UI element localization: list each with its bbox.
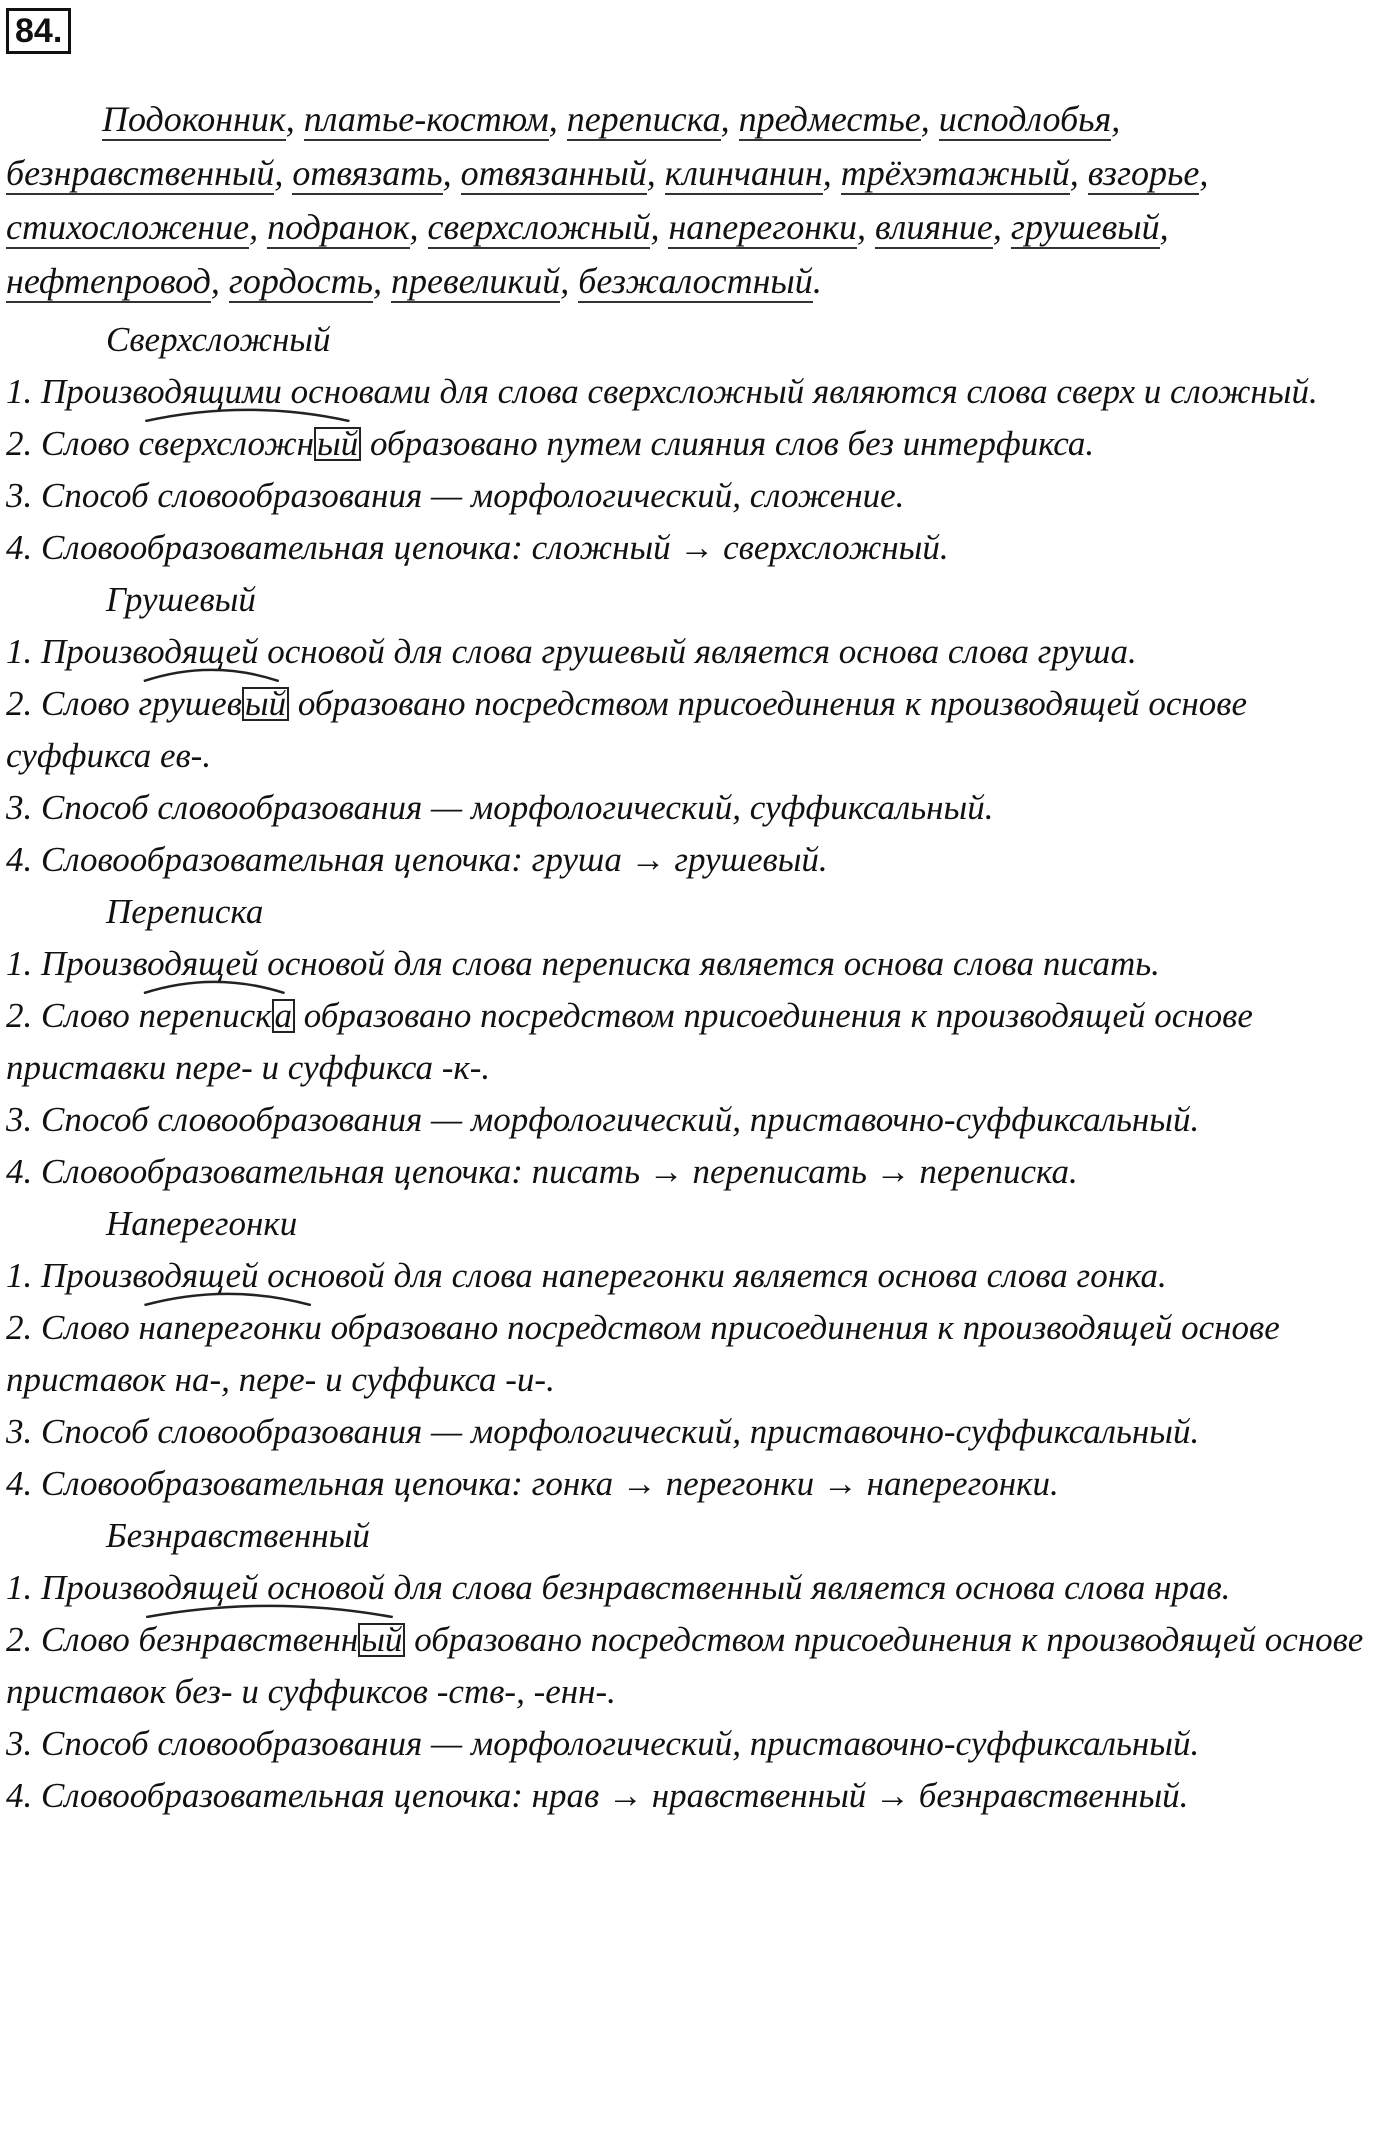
word-list [6, 92, 1391, 308]
step-4-text: 4. Словообразовательная цепочка: нрав → нравственный → безнравственный. [6, 1776, 1189, 1815]
morpheme-analysis-word [139, 1614, 406, 1666]
morpheme-word: влияние [875, 207, 993, 247]
word-stem: грушев [138, 684, 242, 723]
word-punctuation: , [822, 153, 832, 193]
morpheme-word: предместье [738, 99, 921, 139]
exercise-content [6, 314, 1396, 1822]
step-1-text: 1. Производящими основами для слова сверхсложный являются слова сверх и сложный. [6, 372, 1318, 411]
morpheme-word: сверхсложный [427, 207, 651, 247]
step-4-text: 4. Словообразовательная цепочка: писать → переписать → переписка. [6, 1152, 1078, 1191]
step-2-prefix: 2. Слово [6, 1308, 139, 1347]
word-ending-box: а [272, 999, 296, 1033]
word-punctuation: , [646, 153, 656, 193]
morpheme-analysis-word [139, 418, 362, 470]
morpheme-word: превеликий [391, 261, 561, 301]
step-2-rest: образовано посредством присоединения к производящей основе приставки пере- и суффикса -к-. [6, 996, 1253, 1087]
step-2-text [6, 990, 1396, 1094]
step-4-text: 4. Словообразовательная цепочка: гонка → перегонки → наперегонки. [6, 1464, 1059, 1503]
section-title: Наперегонки [106, 1204, 298, 1243]
step-1-text: 1. Производящей основой для слова грушевый является основа слова груша. [6, 632, 1137, 671]
word-punctuation: , [548, 99, 558, 139]
step-2-rest: образовано посредством присоединения к производящей основе суффикса ев-. [6, 684, 1248, 775]
morpheme-analysis-word [139, 1302, 322, 1354]
step-2-text [6, 1614, 1396, 1718]
word-punctuation: , [992, 207, 1002, 247]
word-punctuation: , [920, 99, 930, 139]
word-ending-box: ый [358, 1623, 405, 1657]
step-2-rest: образовано путем слияния слов без интерфикса. [361, 424, 1095, 463]
morpheme-word: платье-костюм [303, 99, 549, 139]
morpheme-word: подранок [267, 207, 410, 247]
exercise-number: 84. [6, 8, 71, 54]
morpheme-word: отвязанный [460, 153, 647, 193]
word-stem: наперегонки [138, 1308, 322, 1347]
morpheme-word: нефтепровод [6, 261, 211, 301]
section-title: Переписка [106, 892, 264, 931]
step-2-text [6, 678, 1396, 782]
step-2-text [6, 418, 1396, 470]
step-1-text: 1. Производящей основой для слова наперегонки является основа слова гонка. [6, 1256, 1167, 1295]
section-title: Сверхсложный [106, 320, 331, 359]
morpheme-word: отвязать [292, 153, 443, 193]
step-4-text: 4. Словообразовательная цепочка: груша → грушевый. [6, 840, 828, 879]
morpheme-word: гордость [228, 261, 374, 301]
word-punctuation: , [720, 99, 730, 139]
step-3-text: 3. Способ словообразования — морфологический, суффиксальный. [6, 788, 994, 827]
step-2-prefix: 2. Слово [6, 684, 139, 723]
morpheme-word: безжалостный [578, 261, 813, 301]
word-stem: безнравственн [138, 1620, 359, 1659]
step-4-text: 4. Словообразовательная цепочка: сложный → сверхсложный. [6, 528, 949, 567]
word-punctuation: , [1159, 207, 1169, 247]
morpheme-word: наперегонки [668, 207, 857, 247]
morpheme-word: безнравственный [6, 153, 275, 193]
word-punctuation: , [249, 207, 259, 247]
morpheme-analysis-word [139, 990, 295, 1042]
step-2-text [6, 1302, 1396, 1406]
word-punctuation: , [373, 261, 383, 301]
section-title: Грушевый [106, 580, 256, 619]
morpheme-word: трёхэтажный [840, 153, 1070, 193]
step-2-prefix: 2. Слово [6, 424, 139, 463]
step-3-text: 3. Способ словообразования — морфологический, приставочно-суффиксальный. [6, 1100, 1200, 1139]
word-punctuation: , [1199, 153, 1209, 193]
word-punctuation: , [560, 261, 570, 301]
word-punctuation: , [857, 207, 866, 247]
morpheme-word: стихосложение [6, 207, 250, 247]
word-punctuation: , [442, 153, 452, 193]
morpheme-word: исподлобья [938, 99, 1112, 139]
step-1-text: 1. Производящей основой для слова безнравственный является основа слова нрав. [6, 1568, 1231, 1607]
step-3-text: 3. Способ словообразования — морфологический, приставочно-суффиксальный. [6, 1724, 1200, 1763]
word-punctuation: , [274, 153, 284, 193]
step-1-text: 1. Производящей основой для слова переписка является основа слова писать. [6, 944, 1160, 983]
step-2-prefix: 2. Слово [6, 1620, 139, 1659]
step-3-text: 3. Способ словообразования — морфологический, сложение. [6, 476, 905, 515]
morpheme-word: взгорье [1087, 153, 1200, 193]
word-stem: переписк [138, 996, 272, 1035]
word-punctuation: , [210, 261, 220, 301]
word-ending-box: ый [314, 427, 361, 461]
word-punctuation: . [812, 261, 822, 301]
step-2-prefix: 2. Слово [6, 996, 139, 1035]
word-punctuation: , [650, 207, 660, 247]
word-punctuation: , [285, 99, 295, 139]
morpheme-word: грушевый [1010, 207, 1160, 247]
word-stem: сверхсложн [138, 424, 315, 463]
step-3-text: 3. Способ словообразования — морфологический, приставочно-суффиксальный. [6, 1412, 1200, 1451]
morpheme-word: клинчанин [664, 153, 823, 193]
morpheme-word: переписка [566, 99, 721, 139]
step-2-rest: образовано посредством присоединения к производящей основе приставок на-, пере- и суффикса -и-. [6, 1308, 1280, 1399]
word-punctuation: , [409, 207, 419, 247]
word-ending-box: ый [242, 687, 289, 721]
word-punctuation: , [1069, 153, 1079, 193]
morpheme-word: Подоконник [102, 99, 286, 139]
word-punctuation: , [1111, 99, 1121, 139]
morpheme-analysis-word [139, 678, 290, 730]
section-title: Безнравственный [106, 1516, 370, 1555]
step-2-rest: образовано посредством присоединения к производящей основе приставок без- и суффиксов -ств-, -енн-. [6, 1620, 1364, 1711]
